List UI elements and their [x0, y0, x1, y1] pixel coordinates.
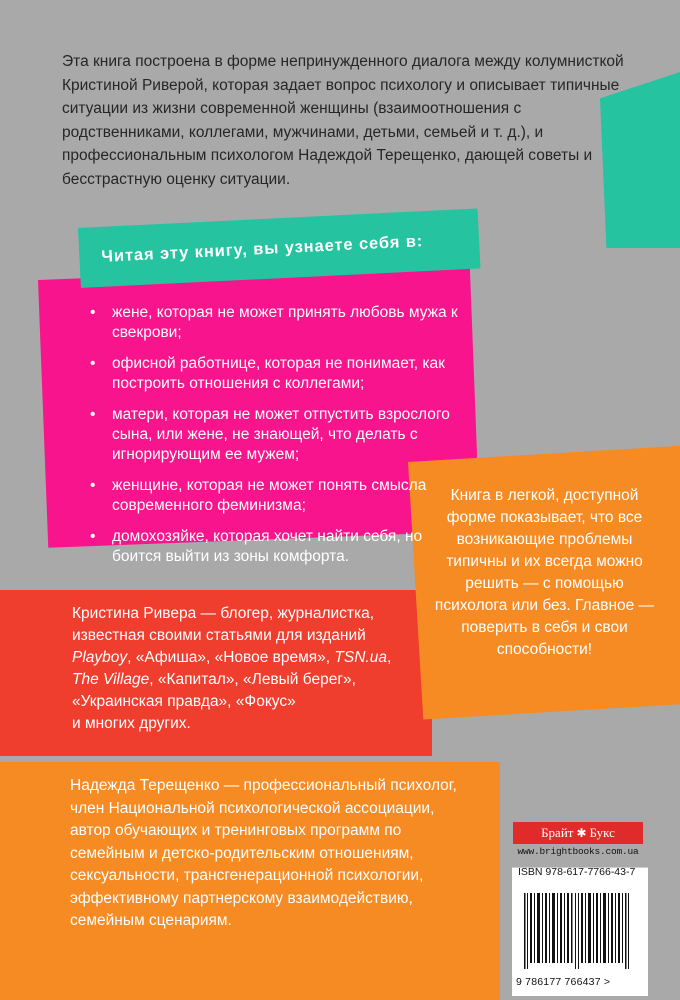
list-item: • домохозяйке, которая хочет найти себя, но боится выйти из зоны комфорта.: [76, 527, 432, 567]
list-item: • жене, которая не может принять любовь мужа к свекрови;: [76, 303, 486, 343]
intro-paragraph: Эта книга построена в форме непринужденного диалога между колумнисткой Кристиной Риверой, которая задает вопрос психологу и описывает типичные ситуации из жизни современной женщины (взаимоотношения с родственниками, коллегами, мужчинами, детьми, семьей и т. д.), и профессиональным психологом Надеждой Терещенко, дающей советы и бесстрастную оценку ситуации.: [62, 53, 624, 188]
list-item: • женщине, которая не может понять смысла современного феминизма;: [76, 476, 486, 516]
barcode-number: 9 786177 766437 >: [516, 976, 611, 988]
banner-text: Читая эту книгу, вы узнаете себя в:: [100, 231, 424, 266]
star-icon: ✱: [576, 825, 587, 840]
rivera-bio: Кристина Ривера — блогер, журналистка, известная своими статьями для изданий Playboy, «Афиша», «Новое время», TSN.ua, The Village, «Капитал», «Левый берег», «Украинская правда», «Фокус» и многих других.: [72, 605, 392, 732]
barcode-icon: [524, 893, 634, 969]
isbn-label: ISBN 978-617-7766-43-7: [518, 866, 636, 878]
tereshchenko-bio: Надежда Терещенко — профессиональный психолог, член Национальной психологической ассоциации, автор обучающих и тренинговых программ по семейным и детско-родительским отношениям, сексуальности, трансгенерационной психологии, эффективному партнерскому взаимодействию, семейным сценариям.: [70, 777, 457, 929]
publisher-website: www.brightbooks.com.ua: [517, 846, 639, 857]
book-summary-text: Книга в легкой, доступной форме показывает, что все возникающие проблемы типичны и их всегда можно решить — с помощью психолога или без. Главное — поверить в себя и свои способности!: [434, 487, 655, 658]
list-item: • матери, которая не может отпустить взрослого сына, или жене, не знающей, что делать с игнорирующим ее мужем;: [76, 405, 486, 465]
recognition-list: [76, 303, 486, 578]
publisher-logo: Брайт ✱ Букс: [513, 822, 643, 844]
list-item: • офисной работнице, которая не понимает, как построить отношения с коллегами;: [76, 354, 486, 394]
